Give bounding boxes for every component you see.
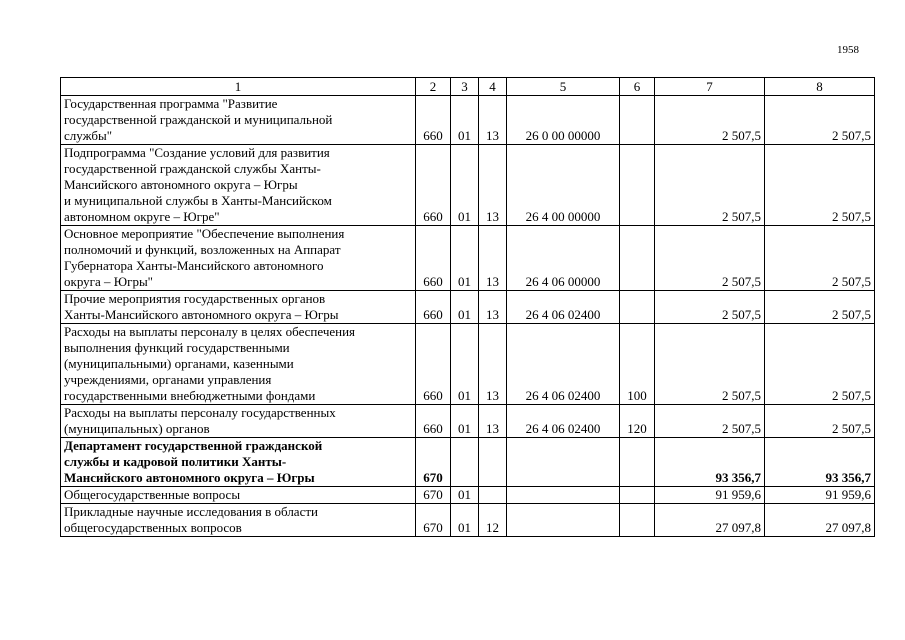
cell-name: [61, 96, 416, 145]
cell-code-3: 01: [451, 405, 479, 438]
cell-code-4: 13: [479, 96, 507, 145]
cell-name: [61, 405, 416, 438]
cell-amount-7: 2 507,5: [655, 226, 765, 291]
cell-name: [61, 226, 416, 291]
cell-code-5: [507, 438, 620, 487]
cell-name-line: государственной гражданской службы Ханты-: [64, 161, 321, 176]
column-header: 3: [451, 78, 479, 96]
cell-name-line: государственной гражданской и муниципальной: [64, 112, 333, 127]
cell-name-line: государственными внебюджетными фондами: [64, 388, 316, 403]
cell-code-4: 13: [479, 291, 507, 324]
cell-code-4: [479, 487, 507, 504]
cell-code-2: 660: [416, 405, 451, 438]
cell-code-6: [620, 504, 655, 537]
cell-name-line: Государственная программа "Развитие: [64, 96, 278, 111]
column-header: 4: [479, 78, 507, 96]
cell-name-line: Мансийского автономного округа – Югры: [64, 177, 298, 192]
cell-name-line: (муниципальными) органами, казенными: [64, 356, 294, 371]
cell-name-line: округа – Югры": [64, 274, 153, 289]
cell-code-4: [479, 438, 507, 487]
cell-code-3: 01: [451, 226, 479, 291]
cell-name: [61, 145, 416, 226]
cell-code-5: 26 4 06 02400: [507, 405, 620, 438]
cell-code-5: [507, 504, 620, 537]
cell-name-line: Ханты-Мансийского автономного округа – Югры: [64, 307, 339, 322]
cell-code-3: 01: [451, 504, 479, 537]
cell-name-line: Губернатора Ханты-Мансийского автономного: [64, 258, 324, 273]
cell-name: [61, 291, 416, 324]
cell-amount-8: 91 959,6: [765, 487, 875, 504]
cell-code-5: 26 4 00 00000: [507, 145, 620, 226]
cell-code-6: [620, 291, 655, 324]
cell-code-2: 660: [416, 145, 451, 226]
cell-code-5: 26 4 06 02400: [507, 324, 620, 405]
column-header: 2: [416, 78, 451, 96]
cell-code-2: 670: [416, 487, 451, 504]
cell-name-line: Прочие мероприятия государственных органов: [64, 291, 326, 306]
table-row: [61, 504, 875, 537]
cell-code-2: 660: [416, 291, 451, 324]
cell-name-line: Прикладные научные исследования в области: [64, 504, 318, 519]
cell-code-2: 660: [416, 96, 451, 145]
cell-amount-8: 2 507,5: [765, 96, 875, 145]
table-row: [61, 405, 875, 438]
page-number: 1958: [837, 44, 859, 56]
table-row: [61, 291, 875, 324]
cell-name: [61, 487, 416, 504]
cell-code-3: [451, 438, 479, 487]
table-body: [61, 96, 875, 537]
cell-name-line: Мансийского автономного округа – Югры: [64, 470, 315, 485]
cell-amount-8: 2 507,5: [765, 324, 875, 405]
cell-code-5: 26 4 06 02400: [507, 291, 620, 324]
table-row: [61, 438, 875, 487]
cell-code-3: 01: [451, 291, 479, 324]
table-header-row: [61, 78, 875, 96]
cell-code-3: 01: [451, 96, 479, 145]
table-row: [61, 324, 875, 405]
table-row: [61, 226, 875, 291]
cell-code-6: [620, 145, 655, 226]
column-header: 7: [655, 78, 765, 96]
cell-amount-7: 2 507,5: [655, 145, 765, 226]
cell-code-3: 01: [451, 487, 479, 504]
cell-amount-8: 2 507,5: [765, 291, 875, 324]
cell-name-line: учреждениями, органами управления: [64, 372, 272, 387]
cell-name-line: Департамент государственной гражданской: [64, 438, 323, 453]
column-header: 6: [620, 78, 655, 96]
cell-code-4: 13: [479, 145, 507, 226]
cell-amount-8: 2 507,5: [765, 226, 875, 291]
cell-amount-7: 27 097,8: [655, 504, 765, 537]
cell-name: [61, 324, 416, 405]
cell-code-2: 660: [416, 226, 451, 291]
cell-name-line: (муниципальных) органов: [64, 421, 210, 436]
cell-code-2: 670: [416, 504, 451, 537]
cell-name-line: общегосударственных вопросов: [64, 520, 242, 535]
cell-amount-7: 93 356,7: [655, 438, 765, 487]
cell-amount-7: 2 507,5: [655, 405, 765, 438]
cell-code-5: 26 4 06 00000: [507, 226, 620, 291]
column-header: 1: [61, 78, 416, 96]
cell-amount-8: 2 507,5: [765, 145, 875, 226]
cell-amount-7: 91 959,6: [655, 487, 765, 504]
cell-name: [61, 504, 416, 537]
cell-amount-8: 2 507,5: [765, 405, 875, 438]
cell-amount-7: 2 507,5: [655, 96, 765, 145]
cell-code-5: 26 0 00 00000: [507, 96, 620, 145]
cell-amount-8: 27 097,8: [765, 504, 875, 537]
cell-name-line: и муниципальной службы в Ханты-Мансийском: [64, 193, 332, 208]
cell-name-line: Общегосударственные вопросы: [64, 487, 241, 502]
table-row: [61, 487, 875, 504]
cell-code-3: 01: [451, 324, 479, 405]
column-header: 8: [765, 78, 875, 96]
cell-amount-7: 2 507,5: [655, 291, 765, 324]
cell-name-line: Расходы на выплаты персоналу государственных: [64, 405, 336, 420]
cell-amount-7: 2 507,5: [655, 324, 765, 405]
cell-name-line: Подпрограмма "Создание условий для развития: [64, 145, 330, 160]
table-row: [61, 145, 875, 226]
cell-code-6: 120: [620, 405, 655, 438]
cell-code-4: 13: [479, 405, 507, 438]
cell-name-line: Основное мероприятие "Обеспечение выполнения: [64, 226, 345, 241]
cell-code-4: 13: [479, 324, 507, 405]
cell-name-line: службы и кадровой политики Ханты-: [64, 454, 287, 469]
cell-name-line: службы": [64, 128, 113, 143]
cell-name: [61, 438, 416, 487]
cell-name-line: выполнения функций государственными: [64, 340, 290, 355]
cell-name-line: Расходы на выплаты персоналу в целях обеспечения: [64, 324, 356, 339]
cell-code-6: [620, 487, 655, 504]
cell-code-2: 660: [416, 324, 451, 405]
cell-code-5: [507, 487, 620, 504]
cell-name-line: автономном округе – Югре": [64, 209, 220, 224]
cell-code-6: [620, 438, 655, 487]
cell-code-3: 01: [451, 145, 479, 226]
cell-amount-8: 93 356,7: [765, 438, 875, 487]
cell-code-2: 670: [416, 438, 451, 487]
cell-name-line: полномочий и функций, возложенных на Аппарат: [64, 242, 341, 257]
cell-code-6: 100: [620, 324, 655, 405]
cell-code-6: [620, 96, 655, 145]
table-row: [61, 96, 875, 145]
cell-code-6: [620, 226, 655, 291]
cell-code-4: 12: [479, 504, 507, 537]
column-header: 5: [507, 78, 620, 96]
cell-code-4: 13: [479, 226, 507, 291]
budget-table: [60, 77, 875, 537]
